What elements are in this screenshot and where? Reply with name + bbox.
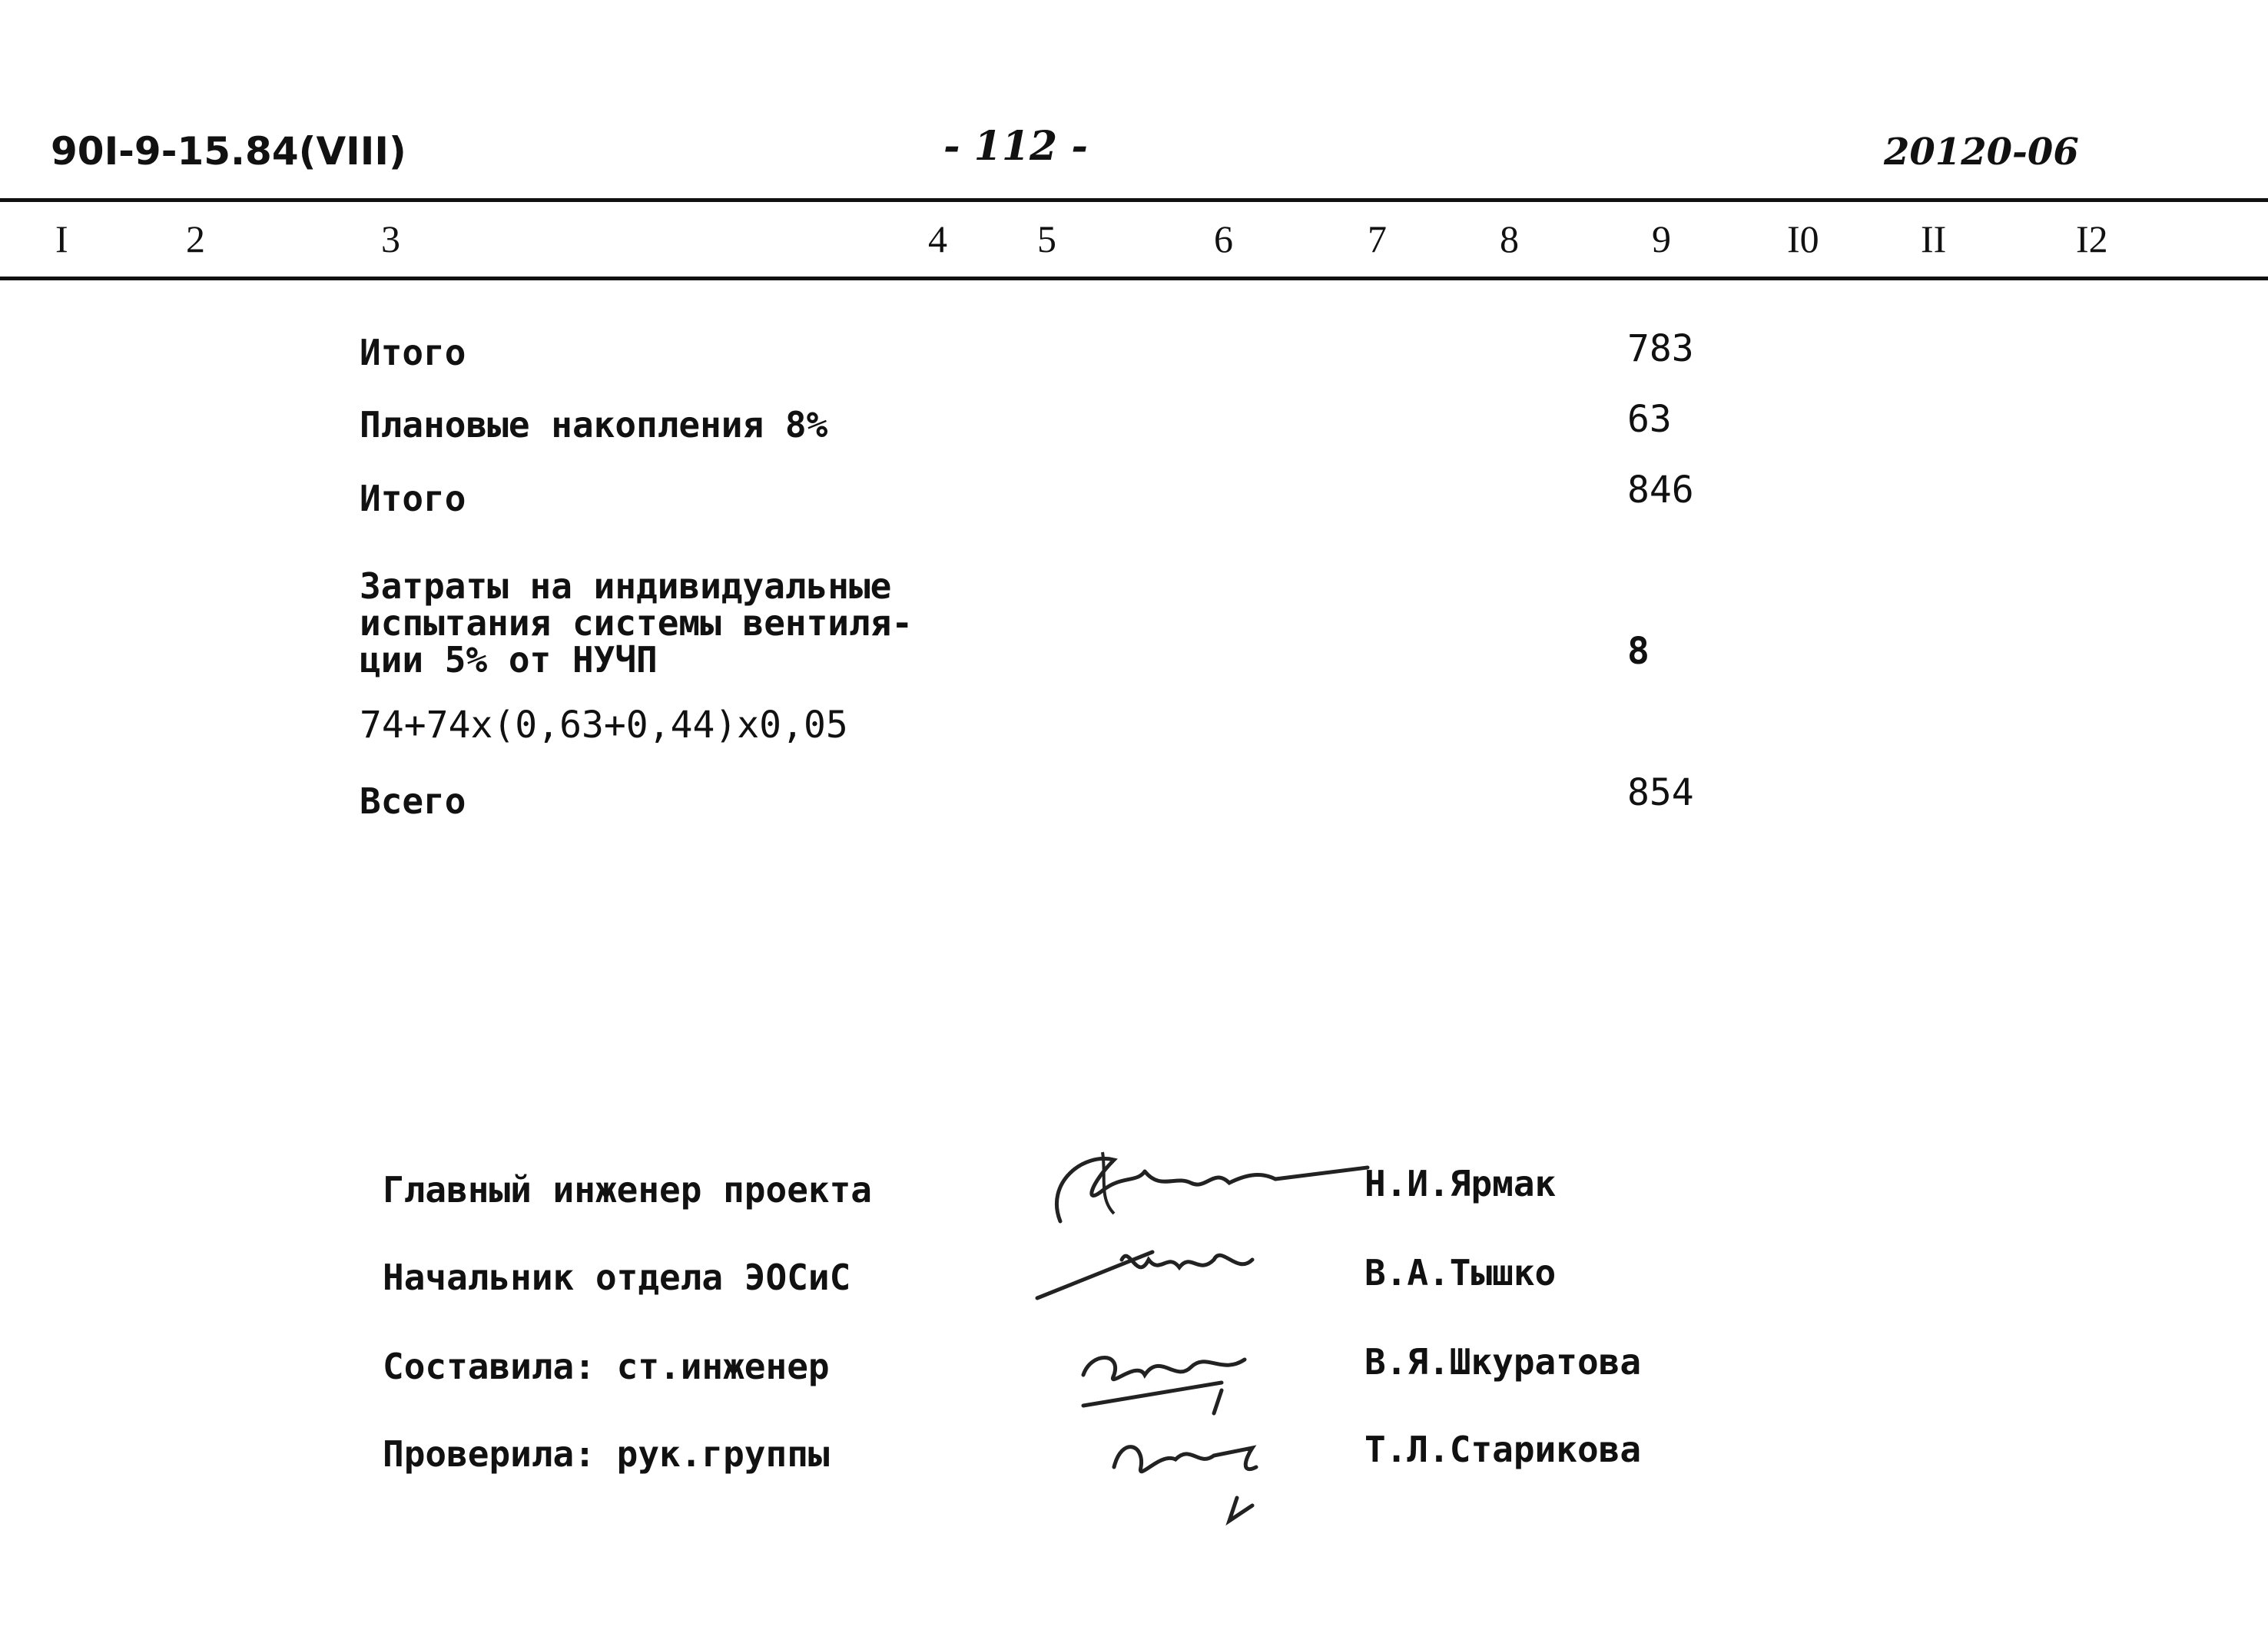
- signature-name-checker: Т.Л.Старикова: [1364, 1429, 1642, 1470]
- handwritten-signature-3: [1068, 1329, 1268, 1421]
- handwritten-signature-4: [1099, 1413, 1298, 1529]
- row-label-testing-costs-line-1: Затраты на индивидуальные: [360, 565, 892, 607]
- row-value-total: 854: [1627, 771, 1694, 814]
- column-number-11: II: [1921, 217, 1947, 260]
- signature-role-checker: Проверила: рук.группы: [383, 1433, 830, 1475]
- column-number-3: 3: [381, 217, 400, 260]
- handwritten-signature-2: [1030, 1229, 1275, 1306]
- row-value-subtotal-2: 846: [1627, 469, 1694, 512]
- signature-role-department-head: Начальник отдела ЭОСиС: [383, 1257, 851, 1298]
- signature-name-compiler: В.Я.Шкуратова: [1364, 1341, 1642, 1383]
- row-label-formula: 74+74x(0,63+0,44)x0,05: [360, 704, 848, 747]
- row-label-planned-savings: Плановые накопления 8%: [360, 404, 828, 446]
- column-number-8: 8: [1500, 217, 1519, 260]
- column-number-1: I: [55, 217, 68, 260]
- header-rule-top: [0, 198, 2268, 202]
- column-number-12: I2: [2076, 217, 2108, 260]
- column-number-5: 5: [1037, 217, 1056, 260]
- document-reference: 20120-06: [1884, 131, 2079, 174]
- signature-name-chief-engineer: Н.И.Ярмак: [1364, 1163, 1557, 1204]
- column-number-9: 9: [1652, 217, 1671, 260]
- row-label-subtotal-1: Итого: [360, 332, 466, 373]
- row-label-testing-costs-line-2: испытания системы вентиля-: [360, 602, 914, 644]
- column-number-7: 7: [1368, 217, 1387, 260]
- row-label-total: Всего: [360, 780, 466, 822]
- handwritten-signature-1: [1030, 1137, 1375, 1244]
- row-value-testing-costs: 8: [1627, 630, 1650, 673]
- page-number: - 112 -: [943, 123, 1088, 170]
- row-value-subtotal-1: 783: [1627, 327, 1694, 370]
- signature-role-chief-engineer: Главный инженер проекта: [383, 1169, 872, 1211]
- signature-role-compiler: Составила: ст.инженер: [383, 1346, 830, 1387]
- signature-name-department-head: В.А.Тышко: [1364, 1252, 1557, 1293]
- column-number-6: 6: [1214, 217, 1233, 260]
- document-code: 90I-9-15.84(VIII): [51, 129, 406, 174]
- column-number-10: I0: [1787, 217, 1819, 260]
- row-label-subtotal-2: Итого: [360, 478, 466, 519]
- column-number-2: 2: [186, 217, 205, 260]
- row-value-planned-savings: 63: [1627, 398, 1672, 441]
- header-rule-bottom: [0, 277, 2268, 280]
- column-number-4: 4: [928, 217, 947, 260]
- row-label-testing-costs-line-3: ции 5% от НУЧП: [360, 639, 658, 681]
